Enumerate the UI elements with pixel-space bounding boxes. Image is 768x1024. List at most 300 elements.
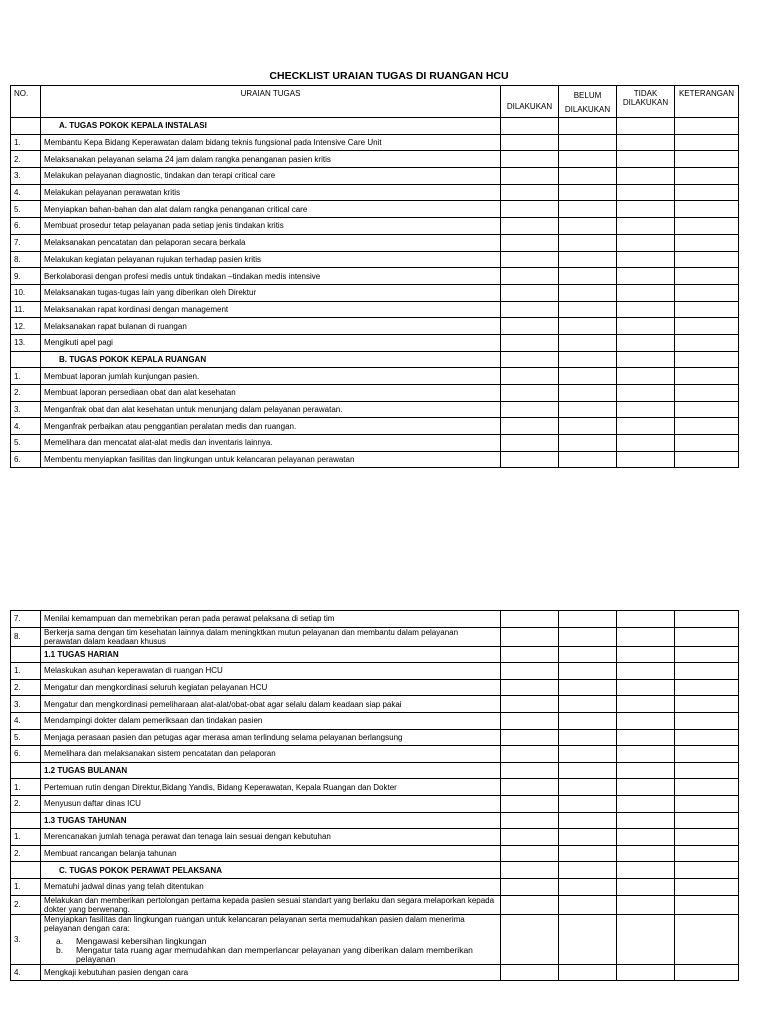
tidak-dilakukan-cell[interactable] xyxy=(617,696,675,713)
checklist-table-page2 xyxy=(10,610,739,981)
keterangan-cell[interactable] xyxy=(675,401,739,418)
keterangan-cell[interactable] xyxy=(675,284,739,301)
dilakukan-cell[interactable] xyxy=(501,779,559,796)
belum-dilakukan-cell[interactable] xyxy=(559,318,617,335)
item-text xyxy=(41,435,501,452)
item-text xyxy=(41,663,501,680)
tidak-dilakukan-cell[interactable] xyxy=(617,234,675,251)
table-row xyxy=(11,318,739,335)
item-text xyxy=(41,268,501,285)
belum-dilakukan-cell[interactable] xyxy=(559,779,617,796)
item-text-content: Mematuhi jadwal dinas yang telah ditentukan xyxy=(44,882,204,892)
keterangan-cell[interactable] xyxy=(675,627,739,646)
item-number: 9. xyxy=(11,268,41,285)
table-row xyxy=(11,368,739,385)
keterangan-cell[interactable] xyxy=(675,729,739,746)
belum-dilakukan-cell[interactable] xyxy=(559,696,617,713)
belum-dilakukan-cell[interactable] xyxy=(559,284,617,301)
tidak-dilakukan-cell[interactable] xyxy=(617,401,675,418)
keterangan-cell[interactable] xyxy=(675,318,739,335)
dilakukan-cell[interactable] xyxy=(501,862,559,879)
tidak-dilakukan-cell[interactable] xyxy=(617,151,675,168)
dilakukan-cell[interactable] xyxy=(501,712,559,729)
dilakukan-cell[interactable] xyxy=(501,418,559,435)
item-text-content: Membuat prosedur tetap pelayanan pada setiap jenis tindakan kritis xyxy=(44,221,284,231)
tidak-dilakukan-cell[interactable] xyxy=(617,168,675,185)
item-number: 1. xyxy=(11,878,41,895)
section-label: A. TUGAS POKOK KEPALA INSTALASI xyxy=(41,118,501,135)
belum-dilakukan-cell[interactable] xyxy=(559,679,617,696)
belum-dilakukan-cell[interactable] xyxy=(559,234,617,251)
belum-dilakukan-cell[interactable] xyxy=(559,964,617,981)
item-number: 1. xyxy=(11,829,41,846)
tidak-dilakukan-cell[interactable] xyxy=(617,795,675,812)
item-text-content: Menganfrak perbaikan atau penggantian peralatan medis dan ruangan. xyxy=(44,421,297,431)
table-row xyxy=(11,301,739,318)
table-row xyxy=(11,201,739,218)
header-no: NO. xyxy=(11,86,41,118)
keterangan-cell[interactable] xyxy=(675,878,739,895)
item-text xyxy=(41,679,501,696)
table-row xyxy=(11,729,739,746)
tidak-dilakukan-cell[interactable] xyxy=(617,351,675,368)
item-text xyxy=(41,878,501,895)
dilakukan-cell[interactable] xyxy=(501,696,559,713)
item-text xyxy=(41,779,501,796)
item-text xyxy=(41,829,501,846)
keterangan-cell[interactable] xyxy=(675,696,739,713)
dilakukan-cell[interactable] xyxy=(501,184,559,201)
table-row xyxy=(11,435,739,452)
keterangan-cell[interactable] xyxy=(675,134,739,151)
belum-dilakukan-cell[interactable] xyxy=(559,646,617,663)
keterangan-cell[interactable] xyxy=(675,151,739,168)
dilakukan-cell[interactable] xyxy=(501,964,559,981)
belum-dilakukan-cell[interactable] xyxy=(559,168,617,185)
keterangan-cell[interactable] xyxy=(675,663,739,680)
dilakukan-cell[interactable] xyxy=(501,914,559,964)
keterangan-cell[interactable] xyxy=(675,218,739,235)
belum-dilakukan-cell[interactable] xyxy=(559,268,617,285)
keterangan-cell[interactable] xyxy=(675,301,739,318)
item-number: 5. xyxy=(11,435,41,452)
belum-dilakukan-cell[interactable] xyxy=(559,301,617,318)
keterangan-cell[interactable] xyxy=(675,914,739,964)
tidak-dilakukan-cell[interactable] xyxy=(617,762,675,779)
item-number: 4. xyxy=(11,418,41,435)
keterangan-cell[interactable] xyxy=(675,268,739,285)
belum-dilakukan-cell[interactable] xyxy=(559,795,617,812)
dilakukan-cell[interactable] xyxy=(501,611,559,628)
tidak-dilakukan-cell[interactable] xyxy=(617,284,675,301)
header-keterangan: KETERANGAN xyxy=(675,86,739,118)
item-text-content: Melaksanakan pelayanan selama 24 jam dalam rangka penanganan pasien kritis xyxy=(44,154,331,164)
dilakukan-cell[interactable] xyxy=(501,268,559,285)
item-text-content: Memelihara dan melaksanakan sistem pencatatan dan pelaporan xyxy=(44,749,276,759)
item-number: 3. xyxy=(11,914,41,964)
section-row xyxy=(11,118,739,135)
belum-dilakukan-cell[interactable] xyxy=(559,914,617,964)
keterangan-cell[interactable] xyxy=(675,679,739,696)
tidak-dilakukan-cell[interactable] xyxy=(617,964,675,981)
tidak-dilakukan-cell[interactable] xyxy=(617,385,675,402)
tidak-dilakukan-cell[interactable] xyxy=(617,712,675,729)
dilakukan-cell[interactable] xyxy=(501,284,559,301)
item-number: 6. xyxy=(11,746,41,763)
item-text xyxy=(41,234,501,251)
tidak-dilakukan-cell[interactable] xyxy=(617,895,675,914)
item-text-content: Mengatur dan mengkordinasi seluruh kegiatan pelayanan HCU xyxy=(44,683,268,693)
table-row xyxy=(11,914,739,964)
belum-dilakukan-cell[interactable] xyxy=(559,218,617,235)
dilakukan-cell[interactable] xyxy=(501,627,559,646)
item-text-content: Mengkaji kebutuhan pasien dengan cara xyxy=(44,967,189,977)
item-text-content: Membuat rancangan belanja tahunan xyxy=(44,849,177,859)
dilakukan-cell[interactable] xyxy=(501,218,559,235)
item-number: 8. xyxy=(11,627,41,646)
dilakukan-cell[interactable] xyxy=(501,351,559,368)
header-tidak: TIDAK DILAKUKAN xyxy=(617,86,675,118)
item-text xyxy=(41,168,501,185)
item-text-content: Mengatur dan mengkordinasi pemeliharaan alat-alat/obat-obat agar selalu dalam keadaan siap pakai xyxy=(44,699,402,709)
item-text xyxy=(41,385,501,402)
tidak-dilakukan-cell[interactable] xyxy=(617,746,675,763)
keterangan-cell[interactable] xyxy=(675,184,739,201)
dilakukan-cell[interactable] xyxy=(501,812,559,829)
item-text xyxy=(41,627,501,646)
sub-list-marker: a. xyxy=(56,935,64,946)
belum-dilakukan-cell[interactable] xyxy=(559,368,617,385)
item-text xyxy=(41,184,501,201)
section-label: B. TUGAS POKOK KEPALA RUANGAN xyxy=(41,351,501,368)
tidak-dilakukan-cell[interactable] xyxy=(617,201,675,218)
item-number: 6. xyxy=(11,218,41,235)
belum-dilakukan-cell[interactable] xyxy=(559,627,617,646)
item-text-content: Menjaga perasaan pasien dan petugas agar merasa aman terlindung selama pelayanan berlangsung xyxy=(44,732,403,742)
item-text-content: Membentu menyiapkan fasilitas dan lingkungan untuk kelancaran pelayanan perawatan xyxy=(44,455,355,465)
dilakukan-cell[interactable] xyxy=(501,234,559,251)
belum-dilakukan-cell[interactable] xyxy=(559,184,617,201)
item-text-content: Melakukan pelayanan perawatan kritis xyxy=(44,188,181,198)
item-number: 1. xyxy=(11,134,41,151)
section-row xyxy=(11,762,739,779)
belum-dilakukan-cell[interactable] xyxy=(559,385,617,402)
item-number: 4. xyxy=(11,184,41,201)
belum-dilakukan-cell[interactable] xyxy=(559,351,617,368)
belum-dilakukan-cell[interactable] xyxy=(559,895,617,914)
dilakukan-cell[interactable] xyxy=(501,134,559,151)
table-row xyxy=(11,696,739,713)
belum-dilakukan-cell[interactable] xyxy=(559,812,617,829)
item-number: 1. xyxy=(11,663,41,680)
belum-dilakukan-cell[interactable] xyxy=(559,663,617,680)
dilakukan-cell[interactable] xyxy=(501,118,559,135)
dilakukan-cell[interactable] xyxy=(501,201,559,218)
tidak-dilakukan-cell[interactable] xyxy=(617,184,675,201)
dilakukan-cell[interactable] xyxy=(501,795,559,812)
item-text xyxy=(41,151,501,168)
item-number: 2. xyxy=(11,845,41,862)
item-number: 3. xyxy=(11,401,41,418)
tidak-dilakukan-cell[interactable] xyxy=(617,451,675,468)
item-text xyxy=(41,611,501,628)
item-text xyxy=(41,218,501,235)
dilakukan-cell[interactable] xyxy=(501,368,559,385)
table-row xyxy=(11,401,739,418)
tidak-dilakukan-cell[interactable] xyxy=(617,118,675,135)
item-text-content: Melaksanakan rapat bulanan di ruangan xyxy=(44,321,187,331)
item-number: 4. xyxy=(11,712,41,729)
tidak-dilakukan-cell[interactable] xyxy=(617,627,675,646)
dilakukan-cell[interactable] xyxy=(501,401,559,418)
tidak-dilakukan-cell[interactable] xyxy=(617,301,675,318)
dilakukan-cell[interactable] xyxy=(501,878,559,895)
section-no-cell xyxy=(11,762,41,779)
tidak-dilakukan-cell[interactable] xyxy=(617,318,675,335)
sub-list-marker: b. xyxy=(56,944,64,955)
item-text xyxy=(41,451,501,468)
item-text-content: Menilai kemampuan dan memebrikan peran pada perawat pelaksana di setiap tim xyxy=(44,614,335,624)
keterangan-cell[interactable] xyxy=(675,895,739,914)
item-text-content: Membuat laporan persediaan obat dan alat kesehatan xyxy=(44,388,236,398)
dilakukan-cell[interactable] xyxy=(501,334,559,351)
keterangan-cell[interactable] xyxy=(675,812,739,829)
section-row xyxy=(11,646,739,663)
keterangan-cell[interactable] xyxy=(675,451,739,468)
keterangan-cell[interactable] xyxy=(675,234,739,251)
item-number: 7. xyxy=(11,611,41,628)
item-text xyxy=(41,334,501,351)
belum-dilakukan-cell[interactable] xyxy=(559,729,617,746)
item-text xyxy=(41,401,501,418)
tidak-dilakukan-cell[interactable] xyxy=(617,862,675,879)
belum-dilakukan-cell[interactable] xyxy=(559,334,617,351)
tidak-dilakukan-cell[interactable] xyxy=(617,218,675,235)
dilakukan-cell[interactable] xyxy=(501,301,559,318)
belum-dilakukan-cell[interactable] xyxy=(559,451,617,468)
belum-dilakukan-cell[interactable] xyxy=(559,134,617,151)
item-text-content: Melaksanakan pencatatan dan pelaporan secara berkala xyxy=(44,238,246,248)
keterangan-cell[interactable] xyxy=(675,435,739,452)
item-text-content: Menyiapkan fasilitas dan lingkungan ruangan untuk kelancaran pelayanan serta memudahkan pasien dalam menerima pelayanan dengan cara: xyxy=(44,914,465,933)
item-number: 10. xyxy=(11,284,41,301)
keterangan-cell[interactable] xyxy=(675,795,739,812)
section-no-cell xyxy=(11,812,41,829)
item-text-content: Melakukan kegiatan pelayanan rujukan terhadap pasien kritis xyxy=(44,254,262,264)
belum-dilakukan-cell[interactable] xyxy=(559,435,617,452)
keterangan-cell[interactable] xyxy=(675,385,739,402)
keterangan-cell[interactable] xyxy=(675,964,739,981)
belum-dilakukan-cell[interactable] xyxy=(559,418,617,435)
keterangan-cell[interactable] xyxy=(675,418,739,435)
keterangan-cell[interactable] xyxy=(675,118,739,135)
table-row xyxy=(11,611,739,628)
item-text-content: Melaskukan asuhan keperawatan di ruangan HCU xyxy=(44,666,223,676)
keterangan-cell[interactable] xyxy=(675,646,739,663)
item-text-content: Mendampingi dokter dalam pemeriksaan dan tindakan pasien xyxy=(44,716,263,726)
keterangan-cell[interactable] xyxy=(675,251,739,268)
table-row xyxy=(11,268,739,285)
tidak-dilakukan-cell[interactable] xyxy=(617,914,675,964)
item-text xyxy=(41,301,501,318)
item-number: 7. xyxy=(11,234,41,251)
tidak-dilakukan-cell[interactable] xyxy=(617,679,675,696)
keterangan-cell[interactable] xyxy=(675,862,739,879)
table-row xyxy=(11,795,739,812)
item-text-content: Membuat laporan jumlah kunjungan pasien. xyxy=(44,371,200,381)
tidak-dilakukan-cell[interactable] xyxy=(617,646,675,663)
dilakukan-cell[interactable] xyxy=(501,435,559,452)
belum-dilakukan-cell[interactable] xyxy=(559,712,617,729)
dilakukan-cell[interactable] xyxy=(501,251,559,268)
belum-dilakukan-cell[interactable] xyxy=(559,878,617,895)
item-number: 5. xyxy=(11,729,41,746)
section-no-cell xyxy=(11,351,41,368)
table-row xyxy=(11,151,739,168)
section-label: 1.2 TUGAS BULANAN xyxy=(41,762,501,779)
item-text-content: Mengikuti apel pagi xyxy=(44,338,113,348)
item-text-content: Melakukan dan memberikan pertolongan pertama kepada pasien sesuai standart yang berlaku dan segara melaporkan kepada dokter yang berwenang. xyxy=(44,895,495,914)
keterangan-cell[interactable] xyxy=(675,829,739,846)
checklist-table-page1 xyxy=(10,85,739,468)
dilakukan-cell[interactable] xyxy=(501,762,559,779)
keterangan-cell[interactable] xyxy=(675,168,739,185)
item-number: 1. xyxy=(11,779,41,796)
item-text-content: Melaksanakan tugas-tugas lain yang diberikan oleh Direktur xyxy=(44,288,257,298)
tidak-dilakukan-cell[interactable] xyxy=(617,845,675,862)
tidak-dilakukan-cell[interactable] xyxy=(617,334,675,351)
tidak-dilakukan-cell[interactable] xyxy=(617,368,675,385)
belum-dilakukan-cell[interactable] xyxy=(559,762,617,779)
keterangan-cell[interactable] xyxy=(675,779,739,796)
item-number: 13. xyxy=(11,334,41,351)
tidak-dilakukan-cell[interactable] xyxy=(617,729,675,746)
section-label: C. TUGAS POKOK PERAWAT PELAKSANA xyxy=(41,862,501,879)
item-text xyxy=(41,696,501,713)
belum-dilakukan-cell[interactable] xyxy=(559,201,617,218)
item-number: 3. xyxy=(11,168,41,185)
table-row xyxy=(11,334,739,351)
item-text-content: Menganfrak obat dan alat kesehatan untuk menunjang dalam pelayanan perawatan. xyxy=(44,405,343,415)
dilakukan-cell[interactable] xyxy=(501,729,559,746)
section-row xyxy=(11,812,739,829)
dilakukan-cell[interactable] xyxy=(501,646,559,663)
belum-dilakukan-cell[interactable] xyxy=(559,862,617,879)
table-row xyxy=(11,134,739,151)
table-row xyxy=(11,663,739,680)
keterangan-cell[interactable] xyxy=(675,746,739,763)
tidak-dilakukan-cell[interactable] xyxy=(617,418,675,435)
item-text-content: Menyusun daftar dinas ICU xyxy=(44,799,141,809)
keterangan-cell[interactable] xyxy=(675,611,739,628)
belum-dilakukan-cell[interactable] xyxy=(559,611,617,628)
page-title: CHECKLIST URAIAN TUGAS DI RUANGAN HCU xyxy=(269,70,509,82)
tidak-dilakukan-cell[interactable] xyxy=(617,878,675,895)
table-row xyxy=(11,878,739,895)
dilakukan-cell[interactable] xyxy=(501,385,559,402)
keterangan-cell[interactable] xyxy=(675,201,739,218)
tidak-dilakukan-cell[interactable] xyxy=(617,663,675,680)
table-row xyxy=(11,679,739,696)
dilakukan-cell[interactable] xyxy=(501,318,559,335)
item-text xyxy=(41,418,501,435)
keterangan-cell[interactable] xyxy=(675,368,739,385)
item-number: 2. xyxy=(11,795,41,812)
tidak-dilakukan-cell[interactable] xyxy=(617,435,675,452)
table-row xyxy=(11,845,739,862)
item-text xyxy=(41,746,501,763)
item-number: 5. xyxy=(11,201,41,218)
item-text-content: Berkerja sama dengan tim kesehatan lainnya dalam meningktkan mutun pelayanan dan membantu dalam pelayanan perawatan dalam keadaan khusus xyxy=(44,627,459,646)
item-text-content: Menyiapkan bahan-bahan dan alat dalam rangka penanganan critical care xyxy=(44,204,308,214)
table-row xyxy=(11,779,739,796)
dilakukan-cell[interactable] xyxy=(501,151,559,168)
tidak-dilakukan-cell[interactable] xyxy=(617,779,675,796)
item-text xyxy=(41,712,501,729)
item-number: 11. xyxy=(11,301,41,318)
keterangan-cell[interactable] xyxy=(675,334,739,351)
table-row xyxy=(11,746,739,763)
dilakukan-cell[interactable] xyxy=(501,746,559,763)
item-text xyxy=(41,368,501,385)
dilakukan-cell[interactable] xyxy=(501,679,559,696)
item-text-content: Membantu Kepa Bidang Keperawatan dalam bidang teknis fungsional pada Intensive Care Unit xyxy=(44,138,382,148)
keterangan-cell[interactable] xyxy=(675,845,739,862)
keterangan-cell[interactable] xyxy=(675,762,739,779)
dilakukan-cell[interactable] xyxy=(501,845,559,862)
table-row xyxy=(11,712,739,729)
belum-dilakukan-cell[interactable] xyxy=(559,746,617,763)
tidak-dilakukan-cell[interactable] xyxy=(617,268,675,285)
header-belum: BELUM DILAKUKAN xyxy=(559,86,617,118)
table-row xyxy=(11,168,739,185)
tidak-dilakukan-cell[interactable] xyxy=(617,611,675,628)
belum-dilakukan-cell[interactable] xyxy=(559,845,617,862)
tidak-dilakukan-cell[interactable] xyxy=(617,829,675,846)
item-number: 2. xyxy=(11,895,41,914)
section-label: 1.3 TUGAS TAHUNAN xyxy=(41,812,501,829)
sub-list xyxy=(44,937,497,964)
belum-dilakukan-cell[interactable] xyxy=(559,829,617,846)
tidak-dilakukan-cell[interactable] xyxy=(617,251,675,268)
sub-list-text: Mengatur tata ruang agar memudahkan dan memperlancar pelayanan yang diberikan dalam memberikan pelayanan xyxy=(76,944,473,964)
item-text xyxy=(41,318,501,335)
dilakukan-cell[interactable] xyxy=(501,829,559,846)
dilakukan-cell[interactable] xyxy=(501,895,559,914)
belum-dilakukan-cell[interactable] xyxy=(559,118,617,135)
dilakukan-cell[interactable] xyxy=(501,663,559,680)
dilakukan-cell[interactable] xyxy=(501,168,559,185)
belum-dilakukan-cell[interactable] xyxy=(559,401,617,418)
table-row xyxy=(11,385,739,402)
item-number: 3. xyxy=(11,696,41,713)
item-text-content: Pertemuan rutin dengan Direktur,Bidang Yandis, Bidang Keperawatan, Kepala Ruangan dan Dokter xyxy=(44,782,397,792)
tidak-dilakukan-cell[interactable] xyxy=(617,134,675,151)
item-number: 2. xyxy=(11,679,41,696)
belum-dilakukan-cell[interactable] xyxy=(559,151,617,168)
belum-dilakukan-cell[interactable] xyxy=(559,251,617,268)
table-row xyxy=(11,964,739,981)
keterangan-cell[interactable] xyxy=(675,351,739,368)
section-no-cell xyxy=(11,118,41,135)
item-text xyxy=(41,795,501,812)
dilakukan-cell[interactable] xyxy=(501,451,559,468)
item-text xyxy=(41,201,501,218)
item-number: 12. xyxy=(11,318,41,335)
tidak-dilakukan-cell[interactable] xyxy=(617,812,675,829)
keterangan-cell[interactable] xyxy=(675,712,739,729)
item-text xyxy=(41,845,501,862)
